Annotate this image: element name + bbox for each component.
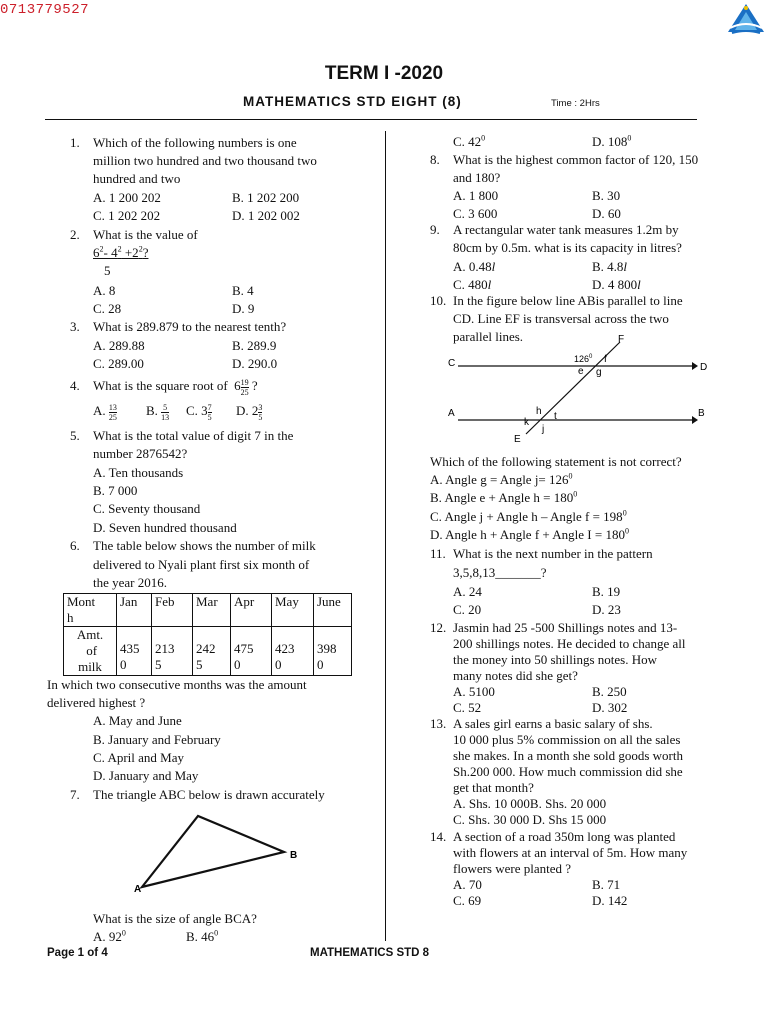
option-a: A. 8 <box>93 283 116 298</box>
option-b: B. Angle e + Angle $h = 180^0$ <box>430 489 578 505</box>
option-c-d: C. Shs. 30 000 D. Shs 15 000 <box>453 812 607 827</box>
option-b: B. 71 <box>592 877 621 892</box>
option-c: C. 20 <box>453 602 482 617</box>
option-c: C. 3 600 <box>453 206 498 221</box>
option-b: B. January and February <box>93 732 221 747</box>
option-a: A. 289.88 <box>93 338 145 353</box>
option-b: B. $\frac{5}{13}$ <box>146 402 170 422</box>
option-a: A. Ten thousands <box>93 465 184 480</box>
option-c: C. 52 <box>453 700 482 715</box>
option-c: C. 480l <box>453 277 492 292</box>
milk-table <box>63 593 352 676</box>
label-h-angle: h <box>536 406 542 417</box>
option-d: D. 290.0 <box>232 356 278 371</box>
option-c: C. 289.00 <box>93 356 144 371</box>
option-b: B. 289.9 <box>232 338 277 353</box>
label-c: C <box>448 358 456 369</box>
angle-label: $126^0$ <box>574 354 593 364</box>
option-c: C. $42^0$ <box>453 133 486 149</box>
option-d: D. 1 202 002 <box>232 208 300 223</box>
label-b: B <box>698 408 705 419</box>
label-e: E <box>514 434 521 445</box>
option-d: D. 302 <box>592 700 628 715</box>
label-e-angle: e <box>578 366 584 377</box>
option-d: D. 4 800l <box>592 277 641 292</box>
label-d: D <box>700 362 708 373</box>
option-d: D. Seven hundred thousand <box>93 520 237 535</box>
option-a-b: A. Shs. 10 000B. Shs. 20 000 <box>453 796 607 811</box>
option-c: C. Seventy thousand <box>93 501 201 516</box>
option-a: A. May and June <box>93 713 182 728</box>
option-a: A. 5100 <box>453 684 495 699</box>
option-c: C. 1 202 202 <box>93 208 161 223</box>
option-d: D. 23 <box>592 602 621 617</box>
option-a: A. $92^0$ <box>93 928 126 944</box>
option-c: C. Angle j + Angle h – Angle $f = 198^0$ <box>430 508 627 524</box>
option-b: B. 19 <box>592 584 621 599</box>
option-b: B. 30 <box>592 188 621 203</box>
option-a: A. 1 200 202 <box>93 190 161 205</box>
label-a: A <box>134 884 142 895</box>
option-d: D. January and May <box>93 768 199 783</box>
option-b: B. 1 202 200 <box>232 190 300 205</box>
school-logo-icon <box>726 2 766 38</box>
exam-time: Time : 2Hrs <box>551 98 600 109</box>
phone-number: 0713779527 <box>0 2 90 18</box>
label-j-angle: j <box>542 424 545 435</box>
parallel-lines-figure <box>440 330 720 448</box>
table-cell: 213 5 <box>152 627 193 676</box>
label-g-angle: g <box>596 367 602 378</box>
fraction: $\frac{19}{25}$ <box>240 377 249 397</box>
option-b: B. 250 <box>592 684 627 699</box>
table-row <box>64 627 352 676</box>
option-a: A. 70 <box>453 877 482 892</box>
option-a: A. 1 800 <box>453 188 499 203</box>
page-title: TERM I -2020 <box>324 63 444 84</box>
option-b: B. $46^0$ <box>186 928 219 944</box>
table-header-row <box>64 594 352 627</box>
column-divider <box>385 131 386 941</box>
label-b: B <box>290 850 298 861</box>
page-subtitle: MATHEMATICS STD EIGHT (8) <box>243 94 462 109</box>
header-divider <box>45 119 697 120</box>
option-a: A. 0.48l <box>453 259 496 274</box>
triangle-shape <box>142 816 284 887</box>
option-c: C. 28 <box>93 301 122 316</box>
table-cell: 423 0 <box>272 627 314 676</box>
option-d: D. 9 <box>232 301 255 316</box>
footer-subject: MATHEMATICS STD 8 <box>310 947 430 959</box>
option-b: B. 7 000 <box>93 483 138 498</box>
option-d: D. Angle h + Angle f + Angle $I = 180^0$ <box>430 526 629 542</box>
table-header-cell: Apr <box>231 594 272 627</box>
option-b: B. 4 <box>232 283 254 298</box>
option-c: C. 3 $\frac{7}{5}$ <box>186 402 212 422</box>
label-f: F <box>618 334 625 345</box>
table-row-label: Amt. of milk <box>64 627 117 676</box>
option-d: D. 60 <box>592 206 621 221</box>
option-b: B. 4.8l <box>592 259 628 274</box>
table-cell: 398 0 <box>314 627 352 676</box>
table-header-cell: Mar <box>193 594 231 627</box>
triangle-abc-figure <box>130 812 310 897</box>
table-header-cell: Mont h <box>64 594 117 627</box>
page-number: Page 1 of 4 <box>47 947 108 959</box>
expression-denominator: 5 <box>104 263 111 278</box>
table-header-cell: May <box>272 594 314 627</box>
label-t-angle: t <box>554 411 557 422</box>
table-cell: 242 5 <box>193 627 231 676</box>
option-a: A. Angle g = Angle $j= 126^0$ <box>430 471 573 487</box>
option-d: D. $108^0$ <box>592 133 632 149</box>
option-d: D. 2 $\frac{3}{5}$ <box>236 402 263 422</box>
label-a: A <box>448 408 455 419</box>
option-d: D. 142 <box>592 893 628 908</box>
expression-numerator: $6^2-$ $4^2 +2^2$? <box>93 244 149 260</box>
table-header-cell: Feb <box>152 594 193 627</box>
label-f-angle: f <box>604 354 607 365</box>
table-cell: 475 0 <box>231 627 272 676</box>
table-cell: 435 0 <box>117 627 152 676</box>
label-k-angle: k <box>524 417 529 428</box>
option-a: A. 24 <box>453 584 482 599</box>
arrow-d <box>692 362 698 370</box>
option-a: A. $\frac{13}{25}$ <box>93 402 117 422</box>
option-c: C. 69 <box>453 893 482 908</box>
table-header-cell: June <box>314 594 352 627</box>
option-c: C. April and May <box>93 750 184 765</box>
table-header-cell: Jan <box>117 594 152 627</box>
